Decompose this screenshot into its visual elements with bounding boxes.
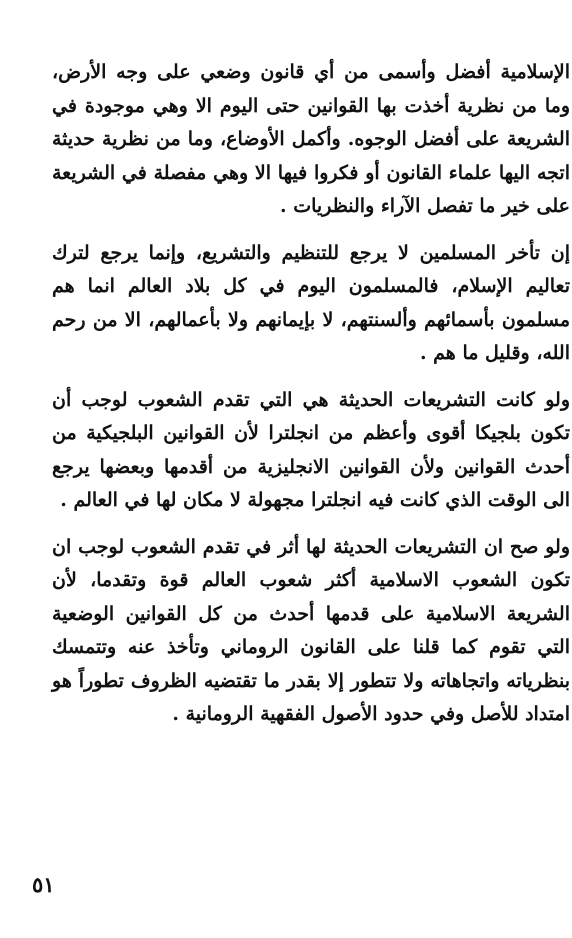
- page-number: ٥١: [32, 872, 55, 897]
- paragraph-3: ولو كانت التشريعات الحديثة هي التي تقدم الشعوب لوجب أن تكون بلجيكا أقوى وأعظم من انجلترا لأن القوانين البلجيكية من أحدث القوانين ولأن القوانين الانجليزية من أقدمها وبعضها يرجع الى الوقت الذي كانت فيه انجلترا مجهولة لا مكان لها في العالم .: [52, 388, 570, 511]
- page-body: [52, 56, 570, 732]
- paragraph-1: الإسلامية أفضل وأسمى من أي قانون وضعي على وجه الأرض، وما من نظرية أخذت بها القوانين حتى اليوم الا وهي موجودة في الشريعة على أفضل الوجوه. وأكمل الأوضاع، وما من نظرية حديثة اتجه اليها علماء القانون أو فكروا فيها الا وهي مفصلة في الشريعة على خير ما تفصل الآراء والنظريات .: [52, 61, 570, 217]
- paragraph-2: إن تأخر المسلمين لا يرجع للتنظيم والتشريع، وإنما يرجع لترك تعاليم الإسلام، فالمسلمون اليوم في كل بلاد العالم انما هم مسلمون بأسمائهم وألسنتهم، لا بإيمانهم ولا بأعمالهم، الا من رحم الله، وقليل ما هم .: [52, 241, 570, 364]
- paragraph-4: ولو صح ان التشريعات الحديثة لها أثر في تقدم الشعوب لوجب ان تكون الشعوب الاسلامية أكثر شعوب العالم قوة وتقدما، لأن الشريعة الاسلامية على قدمها أحدث من كل القوانين الوضعية التي تقوم كما قلنا على القانون الروماني وتأخذ عنه وتتمسك بنظرياته واتجاهاته ولا تتطور إلا بقدر ما تقتضيه الظروف تطوراً هو امتداد للأصل وفي حدود الأصول الفقهية الرومانية .: [52, 535, 570, 725]
